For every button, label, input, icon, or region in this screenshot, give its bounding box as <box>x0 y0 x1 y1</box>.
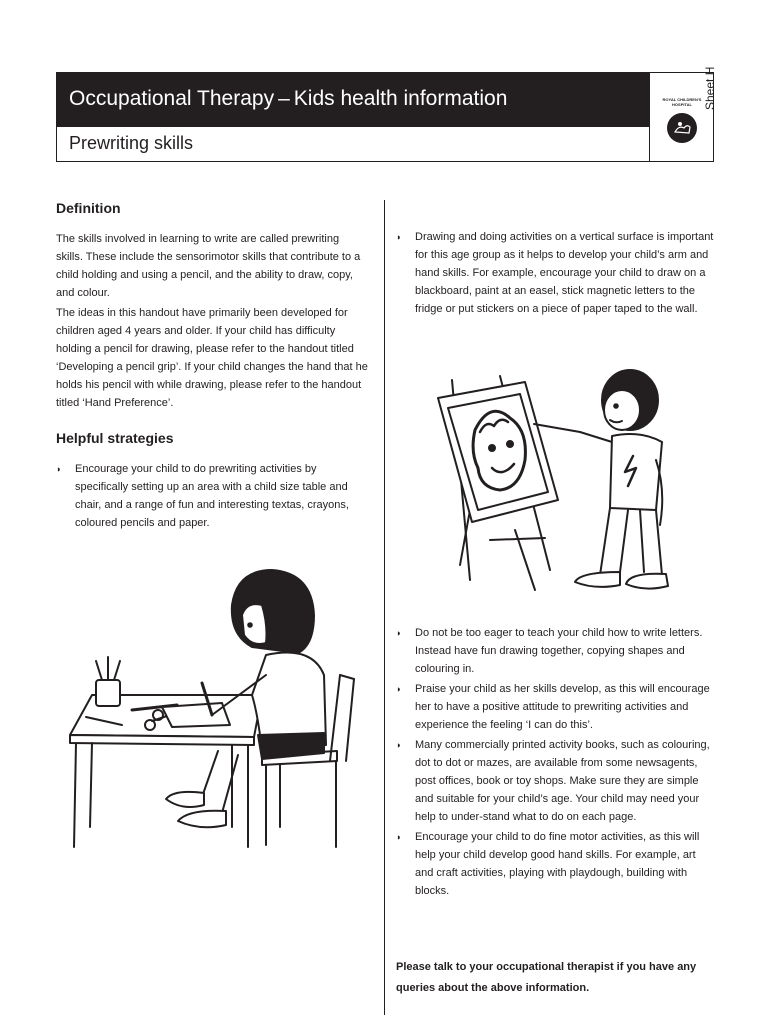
list-item <box>396 828 716 900</box>
logo-emblem-icon <box>667 113 697 143</box>
page-title <box>69 87 507 111</box>
left-column <box>56 198 368 534</box>
right-column-top <box>396 228 716 320</box>
title-separator: – <box>278 87 290 110</box>
boy-at-easel-illustration <box>430 360 680 605</box>
right-list-top <box>396 228 716 318</box>
title-sub: Kids health information <box>293 87 508 110</box>
list-item <box>396 228 716 318</box>
list-item-text: Do not be too eager to teach your child how to write letters. Instead have fun drawing together, copying shapes and colouring in. <box>415 627 703 675</box>
bullet-icon: ◗ <box>56 464 62 474</box>
list-item-text: Drawing and doing activities on a vertical surface is important for this age group as it helps to develop your child’s arm and hand skills. For example, encourage your child to draw on a blackboard, paint at an easel, stick magnetic letters to the fridge or put stickers on a piece of paper taped to the wall. <box>415 231 714 315</box>
header-title-band <box>57 73 649 127</box>
list-item <box>56 460 368 532</box>
header-box <box>56 72 714 162</box>
strategies-heading: Helpful strategies <box>56 430 174 446</box>
list-item-text: Many commercially printed activity books, such as colouring, dot to dot or mazes, are available from some newsagents, post offices, book or toy shops. Make sure they are simple and suitable for your child’s age. Your child may need your help to under-stand what to do on each page. <box>415 739 710 823</box>
column-divider <box>384 200 385 1015</box>
bullet-icon: ◗ <box>396 740 402 750</box>
definition-heading: Definition <box>56 200 121 216</box>
bullet-icon: ◗ <box>396 832 402 842</box>
strategies-list <box>56 460 368 532</box>
definition-paragraph: The skills involved in learning to write are called prewriting skills. These include the sensorimotor skills that contribute to a child holding and using a pencil, and the ability to draw, copy, and colour. <box>56 233 361 299</box>
list-item <box>396 624 716 678</box>
definition-paragraph: The ideas in this handout have primarily been developed for children aged 4 years and older. If your child has difficulty holding a pencil for drawing, please refer to the handout titled ‘Developing a pencil grip’. If your child changes the hand that he holds his pencil with while drawing, please refer to the handout titled ‘Hand Preference’. <box>56 307 368 409</box>
bullet-icon: ◗ <box>396 628 402 638</box>
bullet-icon: ◗ <box>396 684 402 694</box>
list-item-text: Encourage your child to do fine motor activities, as this will help your child develop good hand skills. For example, art and craft activities, playing with playdough, building with blocks. <box>415 831 700 897</box>
sheet-label: Sheet H <box>703 66 717 110</box>
page-subtitle: Prewriting skills <box>69 133 194 153</box>
bullet-icon: ◗ <box>396 232 402 242</box>
right-column-bottom <box>396 624 716 902</box>
logo-text: ROYAL CHILDREN'S HOSPITAL <box>662 97 702 107</box>
list-item <box>396 680 716 734</box>
list-item-text: Praise your child as her skills develop, as this will encourage her to have a positive attitude to prewriting activities and experience the feeling ‘I can do this’. <box>415 683 710 731</box>
closing-note: Please talk to your occupational therapist if you have any queries about the above information. <box>396 961 697 994</box>
list-item <box>396 736 716 826</box>
right-list-bottom <box>396 624 716 900</box>
girl-at-table-illustration <box>62 565 362 850</box>
list-item-text: Encourage your child to do prewriting activities by specifically setting up an area with a child size table and chair, and a range of fun and interesting textas, crayons, coloured pencils and paper. <box>75 463 349 529</box>
title-main: Occupational Therapy <box>69 87 275 110</box>
